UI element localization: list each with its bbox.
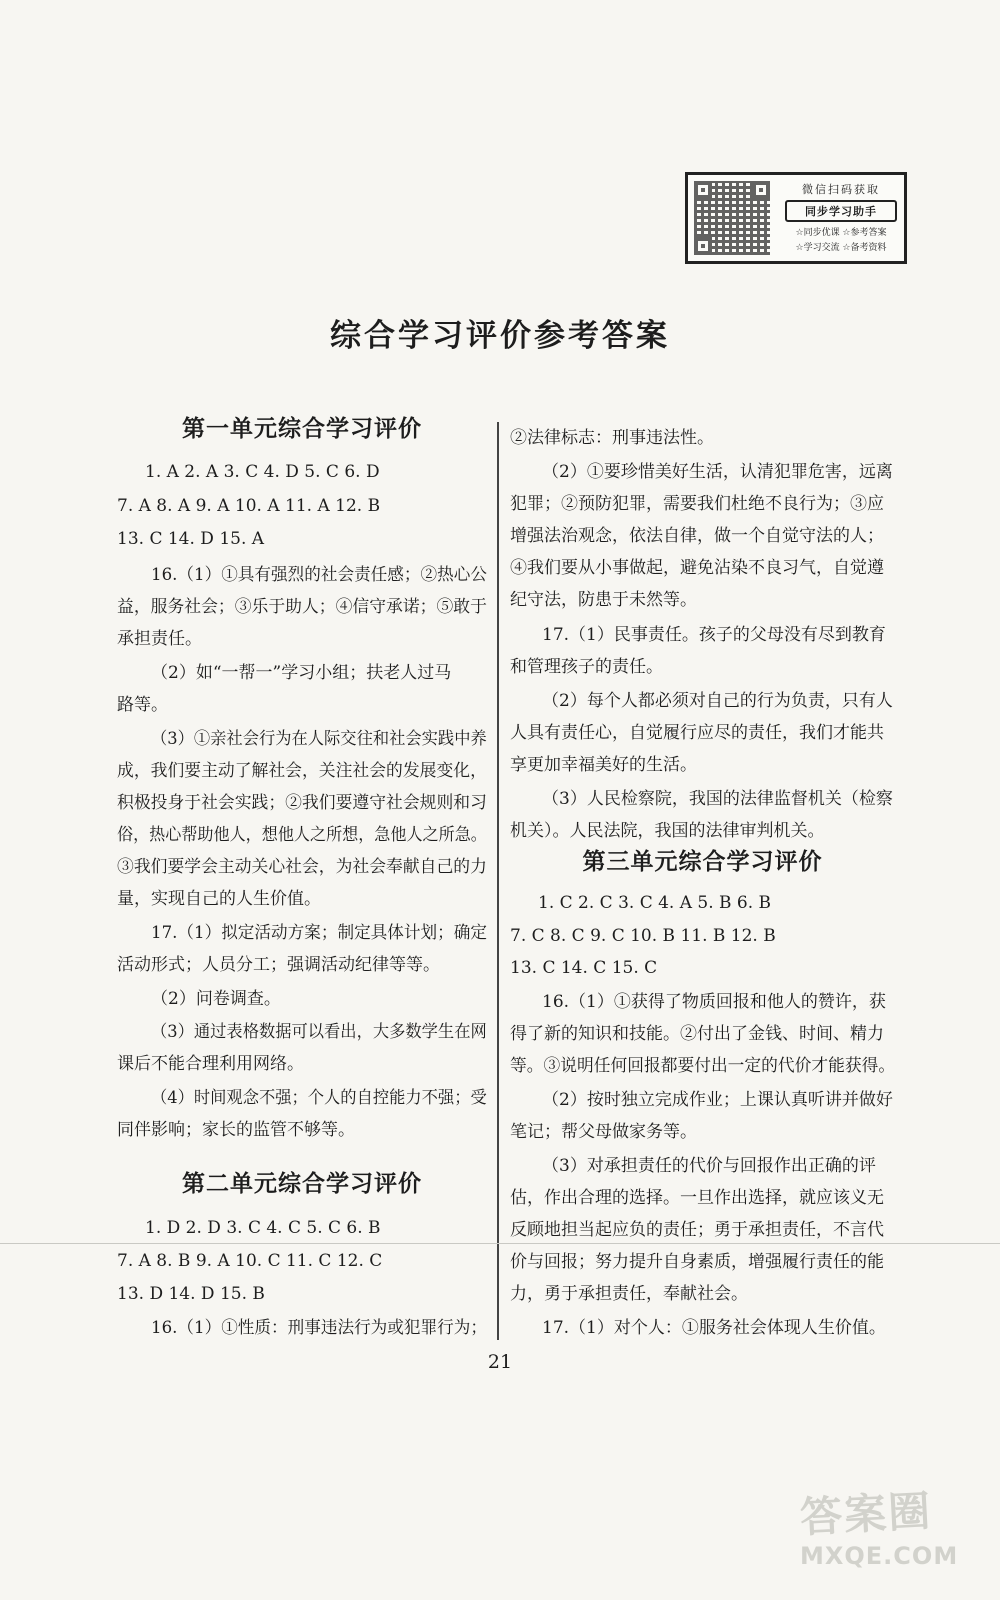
page-number: 21 xyxy=(487,1351,513,1373)
answer-line: 量，实现自己的人生价值。 xyxy=(117,889,321,909)
answer-line: 俗，热心帮助他人，想他人之所想，急他人之所急。 xyxy=(117,825,487,845)
site-watermark xyxy=(800,1480,990,1590)
answer-line: （3）人民检察院，我国的法律监督机关（检察 xyxy=(542,789,893,809)
answer-line: 笔记；帮父母做家务等。 xyxy=(510,1122,697,1142)
answer-line: 1. D 2. D 3. C 4. C 5. C 6. B xyxy=(145,1218,381,1238)
answer-line: ④我们要从小事做起，避免沾染不良习气，自觉遵 xyxy=(510,558,884,578)
answer-line: 7. C 8. C 9. C 10. B 11. B 12. B xyxy=(510,926,776,946)
unit1-heading: 第一单元综合学习评价 xyxy=(182,415,422,442)
answer-line: 力，勇于承担责任，奉献社会。 xyxy=(510,1284,748,1304)
answer-line: （2）按时独立完成作业；上课认真听讲并做好 xyxy=(542,1090,893,1110)
qr-code-icon[interactable] xyxy=(694,181,770,255)
scan-fold-line xyxy=(0,1243,1000,1244)
answer-line: （2）①要珍惜美好生活，认清犯罪危害，远离 xyxy=(542,462,893,482)
qr-finder-icon xyxy=(694,181,712,199)
answer-line: （3）通过表格数据可以看出，大多数学生在网 xyxy=(151,1022,487,1042)
answer-line: 课后不能合理利用网络。 xyxy=(117,1054,304,1074)
answer-line: （2）每个人都必须对自己的行为负责，只有人 xyxy=(542,691,893,711)
answer-line: 增强法治观念，依法自律，做一个自觉守法的人； xyxy=(510,526,884,546)
answer-line: 13. C 14. D 15. A xyxy=(117,529,265,549)
answer-line: （3）①亲社会行为在人际交往和社会实践中养 xyxy=(151,729,487,749)
answer-line: 路等。 xyxy=(117,695,168,715)
answer-line: 17.（1）拟定活动方案；制定具体计划；确定 xyxy=(151,923,487,943)
answer-line: 机关）。人民法院，我国的法律审判机关。 xyxy=(510,821,825,841)
answer-line: 17.（1）对个人：①服务社会体现人生价值。 xyxy=(542,1318,886,1338)
answer-line: 反顾地担当起应负的责任；勇于承担责任，不言代 xyxy=(510,1220,884,1240)
answer-line: 7. A 8. B 9. A 10. C 11. C 12. C xyxy=(117,1251,383,1271)
answer-line: 13. C 14. C 15. C xyxy=(510,958,658,978)
answer-line: ②法律标志：刑事违法性。 xyxy=(510,428,714,448)
answer-line: （2）问卷调查。 xyxy=(151,989,281,1009)
answer-line: 价与回报；努力提升自身素质，增强履行责任的能 xyxy=(510,1252,884,1272)
answer-line: ③我们要学会主动关心社会，为社会奉献自己的力 xyxy=(117,857,487,877)
answer-line: 16.（1）①获得了物质回报和他人的赞许，获 xyxy=(542,992,886,1012)
answer-line: （4）时间观念不强；个人的自控能力不强；受 xyxy=(151,1088,487,1108)
qr-finder-icon xyxy=(752,181,770,199)
qr-promo-box[interactable] xyxy=(685,172,907,264)
answer-line: 1. A 2. A 3. C 4. D 5. C 6. D xyxy=(145,462,380,482)
answer-line: 享更加幸福美好的生活。 xyxy=(510,755,697,775)
answer-line: 等。③说明任何回报都要付出一定的代价才能获得。 xyxy=(510,1056,896,1076)
qr-finder-icon xyxy=(694,237,712,255)
column-divider xyxy=(497,422,499,1340)
answer-line: 估，作出合理的选择。一旦作出选择，就应该义无 xyxy=(510,1188,884,1208)
answer-line: 犯罪；②预防犯罪，需要我们杜绝不良行为；③应 xyxy=(510,494,884,514)
answer-line: 承担责任。 xyxy=(117,629,202,649)
answer-line: 7. A 8. A 9. A 10. A 11. A 12. B xyxy=(117,496,381,516)
answer-line: （3）对承担责任的代价与回报作出正确的评 xyxy=(542,1156,876,1176)
unit3-heading: 第三单元综合学习评价 xyxy=(582,848,823,875)
answer-line: 益，服务社会；③乐于助人；④信守承诺；⑤敢于 xyxy=(117,597,487,617)
watermark-logo: 答案圈 xyxy=(798,1486,934,1542)
answer-line: 和管理孩子的责任。 xyxy=(510,657,663,677)
answer-line: 17.（1）民事责任。孩子的父母没有尽到教育 xyxy=(542,625,886,645)
answer-line: 活动形式；人员分工；强调活动纪律等等。 xyxy=(117,955,440,975)
qr-scan-label: 微信扫码获取 xyxy=(802,183,880,196)
qr-assistant-badge: 同步学习助手 xyxy=(785,200,897,222)
answer-line: 13. D 14. D 15. B xyxy=(117,1284,265,1304)
answer-line: 积极投身于社会实践；②我们要遵守社会规则和习 xyxy=(117,793,487,813)
answer-line: （2）如“一帮一”学习小组；扶老人过马 xyxy=(151,663,452,683)
qr-feature-line: ☆学习交流 ☆备考资料 xyxy=(795,243,887,253)
qr-feature-line: ☆同步优课 ☆参考答案 xyxy=(795,228,887,238)
answer-line: 成，我们要主动了解社会，关注社会的发展变化， xyxy=(117,761,487,781)
answer-line: 16.（1）①具有强烈的社会责任感；②热心公 xyxy=(151,565,487,585)
answer-line: 人具有责任心，自觉履行应尽的责任，我们才能共 xyxy=(510,723,884,743)
qr-text xyxy=(778,179,904,256)
answer-line: 得了新的知识和技能。②付出了金钱、时间、精力 xyxy=(510,1024,884,1044)
answer-line: 同伴影响；家长的监管不够等。 xyxy=(117,1120,355,1140)
answer-line: 1. C 2. C 3. C 4. A 5. B 6. B xyxy=(538,893,772,913)
unit2-heading: 第二单元综合学习评价 xyxy=(182,1170,422,1197)
watermark-url: MXQE.COM xyxy=(800,1542,959,1570)
answer-line: 16.（1）①性质：刑事违法行为或犯罪行为； xyxy=(151,1318,487,1338)
answer-line: 纪守法，防患于未然等。 xyxy=(510,590,697,610)
page-title: 综合学习评价参考答案 xyxy=(330,318,670,354)
